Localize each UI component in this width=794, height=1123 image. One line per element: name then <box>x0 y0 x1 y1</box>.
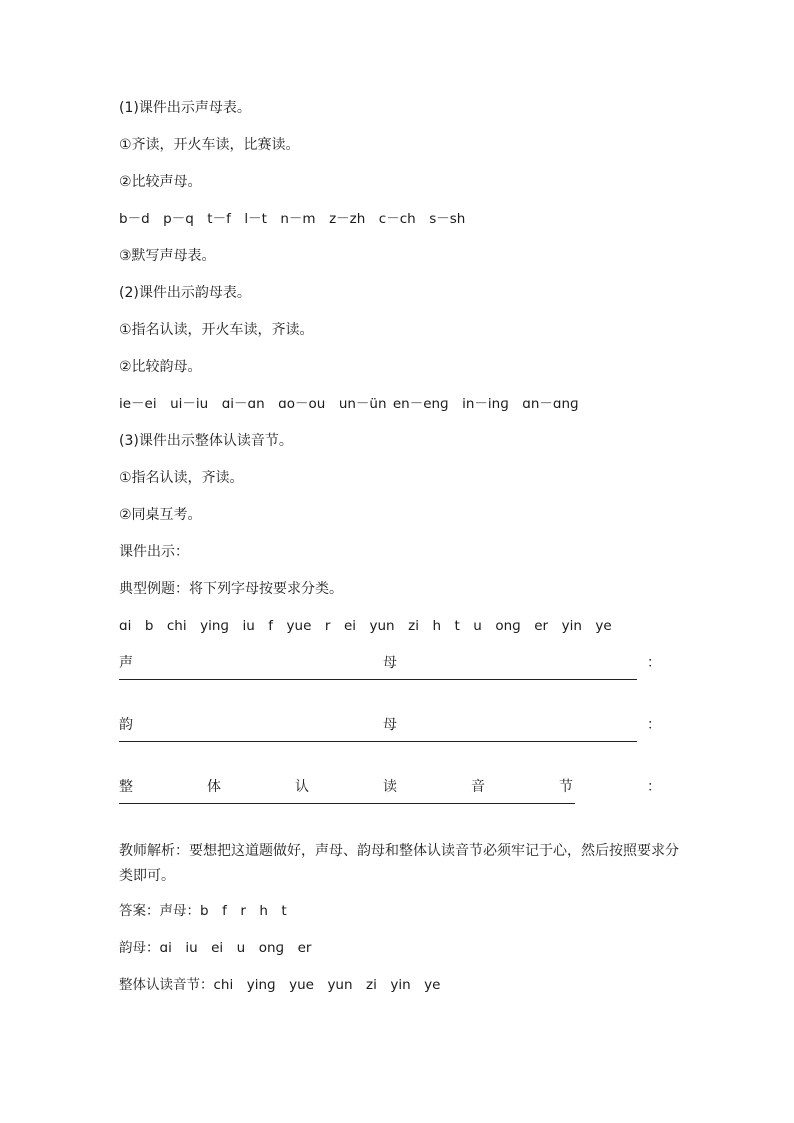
blank-label-char: 音 <box>471 779 485 795</box>
answer-blank-line <box>119 741 637 742</box>
letter-list: ɑi b chi yinɡ iu f yue r ei yun zi h t u onɡ er yin ye <box>119 618 612 634</box>
answer-zhengti: 整体认读音节：chi yinɡ yue yun zi yin ye <box>119 977 441 993</box>
blank-label-colon: ： <box>647 779 661 795</box>
section-2-heading: (2)课件出示韵母表。 <box>119 285 251 301</box>
section-3-heading: (3)课件出示整体认读音节。 <box>119 433 293 449</box>
blank-label-char: 认 <box>295 779 309 795</box>
blank-label-colon: ： <box>647 717 661 733</box>
shengmu-blank-row <box>119 653 679 701</box>
blank-label-colon: ： <box>647 655 661 671</box>
pinyin-comparison-line: b－d p－q t－f l－t n－m z－zh c－ch s－sh <box>119 211 466 227</box>
answer-blank-line <box>119 679 637 680</box>
instruction-line: ①指名认读，齐读。 <box>119 470 244 486</box>
instruction-line: ③默写声母表。 <box>119 248 216 264</box>
example-question: 典型例题：将下列字母按要求分类。 <box>119 581 343 597</box>
instruction-line: ②比较声母。 <box>119 174 202 190</box>
instruction-line: ②同桌互考。 <box>119 507 202 523</box>
instruction-line: ②比较韵母。 <box>119 359 202 375</box>
answer-yunmu: 韵母：ɑi iu ei u onɡ er <box>119 940 312 956</box>
instruction-line: ①指名认读，开火车读，齐读。 <box>119 322 314 338</box>
section-1-heading: (1)课件出示声母表。 <box>119 100 251 116</box>
blank-label-char: 母 <box>383 655 397 671</box>
blank-label-char: 读 <box>383 779 397 795</box>
yunmu-blank-row <box>119 715 679 763</box>
instruction-line: 课件出示： <box>119 544 189 560</box>
answer-blank-line <box>119 803 575 804</box>
zhengti-blank-row <box>119 777 679 825</box>
blank-label-char: 整 <box>119 779 133 795</box>
blank-label-char: 声 <box>119 655 133 671</box>
blank-label-char: 韵 <box>119 717 133 733</box>
blank-label-char: 体 <box>207 779 221 795</box>
blank-label-char: 母 <box>383 717 397 733</box>
teacher-analysis: 教师解析：要想把这道题做好，声母、韵母和整体认读音节必须牢记于心，然后按照要求分类即可。 <box>119 843 679 884</box>
answer-shengmu: 答案：声母：b f r h t <box>119 903 287 919</box>
pinyin-comparison-line: ie－ei ui－iu ɑi－ɑn ɑo－ou un－ün en－enɡ in－inɡ ɑn－ɑnɡ <box>119 396 579 412</box>
instruction-line: ①齐读，开火车读，比赛读。 <box>119 137 300 153</box>
document-page <box>119 98 679 1012</box>
blank-label-char: 节 <box>559 779 573 795</box>
